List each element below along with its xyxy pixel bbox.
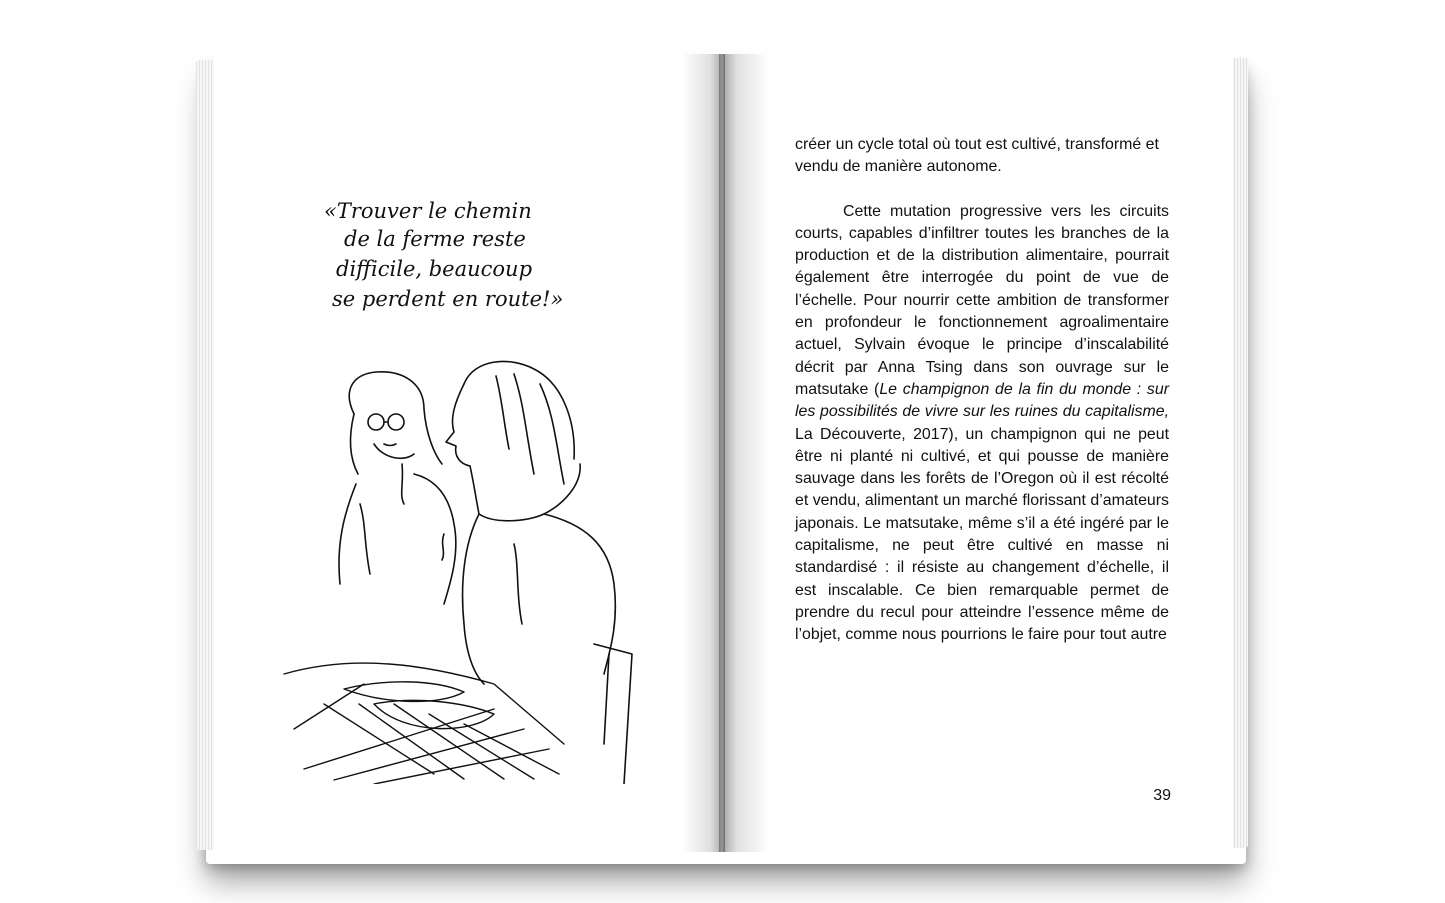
paragraph-2 xyxy=(795,201,1169,647)
paragraph-1: créer un cycle total où tout est cultivé, transformé et vendu de manière autonome. xyxy=(795,136,1159,176)
book-title-italic: Le champignon de la fin du monde : sur les possibilités de vivre sur les ruines du capitalisme, xyxy=(795,380,1170,421)
quote-line-2: de la ferme reste xyxy=(344,227,526,251)
quote-line-3: difficile, beaucoup xyxy=(336,257,533,281)
woman-in-profile-drawing xyxy=(446,361,632,784)
paragraph-2-end: La Découverte, 2017), un champignon qui ne peut être ni planté ni cultivé, et qui pousse de manière sauvage dans les forêts de l’Oregon où il est récolté et vendu, alimentant un marché florissant d’amateurs japonais. Le matsutake, même s’il a été ingéré par le capitalisme, ne peut être cultivé en masse ni standardisé : il résiste au changement d’échelle, il est inscalable. Ce bien remarquable permet de prendre du recul pour atteindre l’essence même de l’objet, comme nous pourrions le faire pour tout autre xyxy=(795,425,1169,644)
woman-with-glasses-drawing xyxy=(339,372,456,604)
quote-line-1: «Trouver le chemin xyxy=(324,199,532,223)
body-text xyxy=(795,134,1169,647)
book-spine xyxy=(719,54,725,852)
ink-illustration-two-women xyxy=(264,184,644,784)
table-with-plates-drawing xyxy=(284,663,564,784)
quote-line-4: se perdent en route!» xyxy=(332,287,564,311)
paragraph-2-start: Cette mutation progressive vers les circuits courts, capables d’infiltrer toutes les branches de la production et de la distribution alimentaire, pourrait également être interrogée du point de vue de l’échelle. Pour nourrir cette ambition de transformer en profondeur le fonctionnement agroalimentaire actuel, Sylvain évoque le principe d’inscalabilité décrit par Anna Tsing dans son ouvrage sur le matsutake ( xyxy=(795,202,1169,398)
left-gutter-shadow xyxy=(682,54,722,852)
right-page xyxy=(723,54,1233,852)
page-number: 39 xyxy=(1153,787,1171,804)
right-gutter-shadow xyxy=(723,54,769,852)
left-page xyxy=(214,54,722,852)
